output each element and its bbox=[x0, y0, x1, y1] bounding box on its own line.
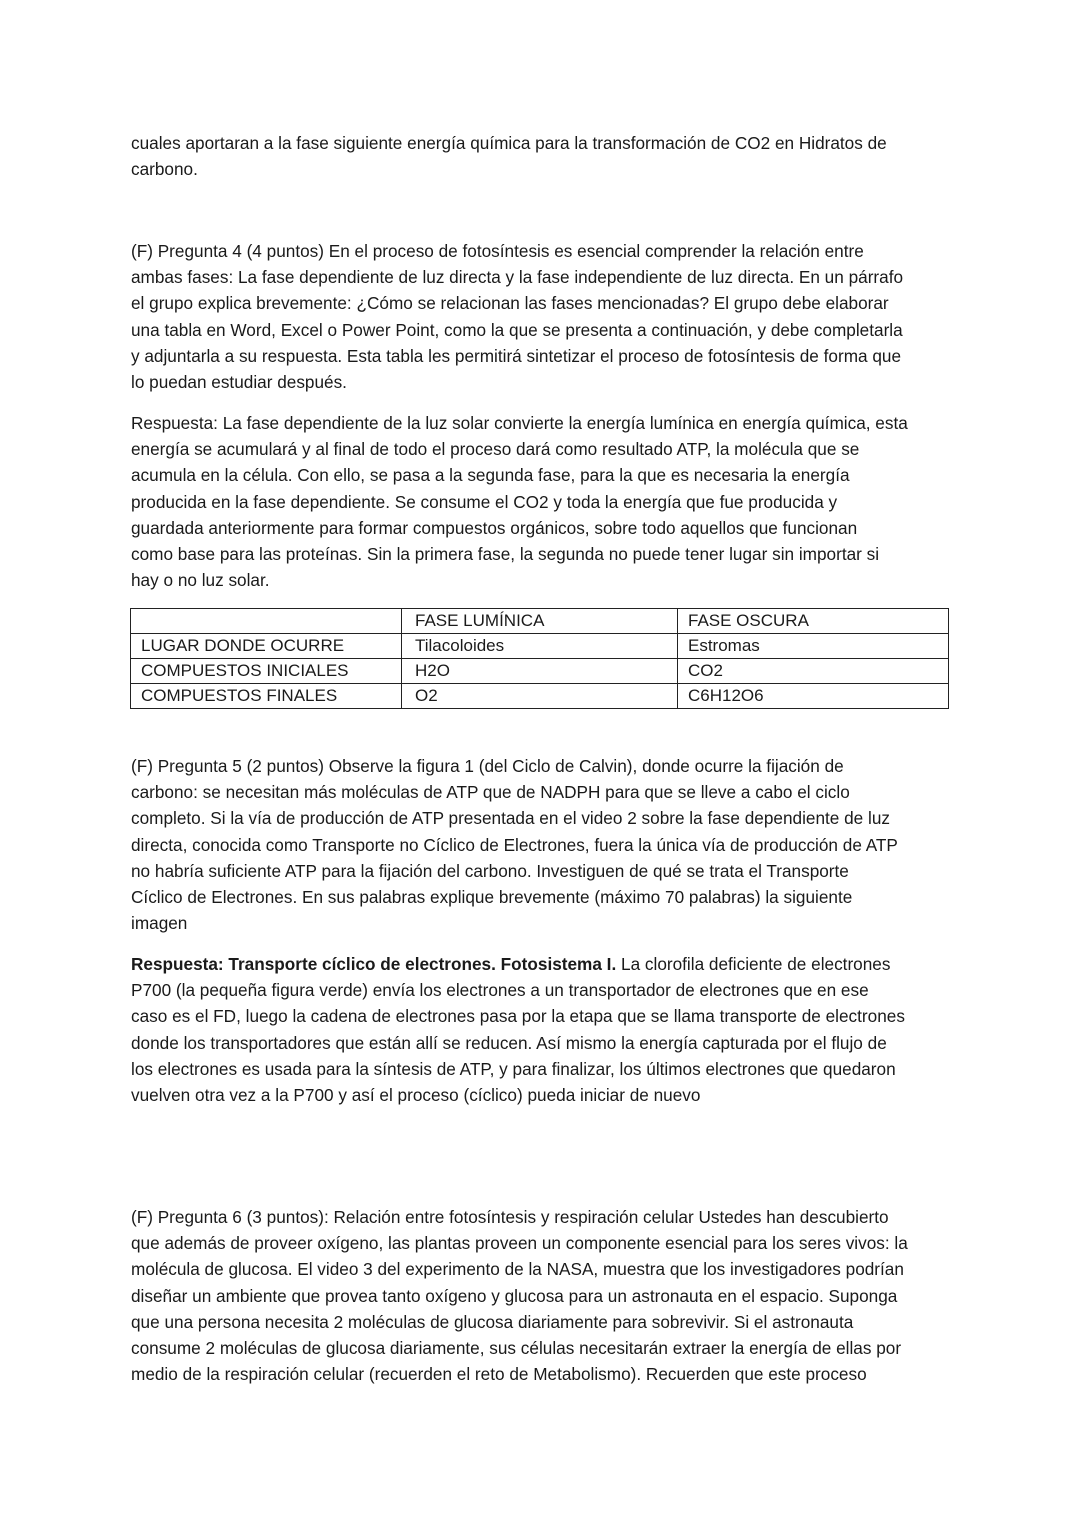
table-cell: H2O bbox=[402, 659, 678, 684]
table-cell: O2 bbox=[402, 684, 678, 709]
question-6-paragraph: (F) Pregunta 6 (3 puntos): Relación entre fotosíntesis y respiración celular Ustedes han descubierto que además de proveer oxígeno, las plantas proveen un componente esencial para los seres vivos: la molécula de glucosa. El video 3 del experimento de la NASA, muestra que los investigadores podrían diseñar un ambiente que provea tanto oxígeno y glucosa para un astronauta en el espacio. Suponga que una persona necesita 2 moléculas de glucosa diariamente para sobrevivir. Si el astronauta consume 2 moléculas de glucosa diariamente, sus células necesitarán extraer la energía de ellas por medio de la respiración celular (recuerden el reto de Metabolismo). Recuerden que este proceso bbox=[131, 1207, 908, 1385]
question-5-paragraph: (F) Pregunta 5 (2 puntos) Observe la figura 1 (del Ciclo de Calvin), donde ocurre la fijación de carbono: se necesitan más moléculas de ATP que de NADPH para que se lleve a cabo el ciclo completo. Si la vía de producción de ATP presentada en el video 2 sobre la fase dependiente de luz directa, conocida como Transporte no Cíclico de Electrones, fuera la única vía de producción de ATP no habría suficiente ATP para la fijación del carbono. Investiguen de qué se trata el Transporte Cíclico de Electrones. En sus palabras explique brevemente (máximo 70 palabras) la siguiente imagen bbox=[131, 756, 898, 934]
photosynthesis-phases-table bbox=[130, 608, 949, 709]
intro-continuation-paragraph: cuales aportaran a la fase siguiente energía química para la transformación de CO2 en Hidratos de carbono. bbox=[131, 133, 887, 180]
table-header-cell: FASE OSCURA bbox=[678, 609, 949, 634]
table-row bbox=[131, 634, 949, 659]
table-row-label: COMPUESTOS FINALES bbox=[131, 684, 402, 709]
answer-body: La clorofila deficiente de electrones P700 (la pequeña figura verde) envía los electrones a un transportador de electrones que en ese caso es el FD, luego la cadena de electrones pasa por la etapa que se llama transporte de electrones donde los transportadores que están allí se reducen. Así mismo la energía capturada por el flujo de los electrones es usada para la síntesis de ATP, y para finalizar, los últimos electrones que quedaron vuelven otra vez a la P700 y así el proceso (cíclico) pueda iniciar de nuevo bbox=[131, 954, 905, 1106]
answer-heading: Respuesta: Transporte cíclico de electrones. Fotosistema I. bbox=[131, 954, 617, 974]
table-row-label: LUGAR DONDE OCURRE bbox=[131, 634, 402, 659]
table-row-label: COMPUESTOS INICIALES bbox=[131, 659, 402, 684]
table-cell: Tilacoloides bbox=[402, 634, 678, 659]
table-header-row bbox=[131, 609, 949, 634]
table-header-cell bbox=[131, 609, 402, 634]
table-header-cell: FASE LUMÍNICA bbox=[402, 609, 678, 634]
table-cell: CO2 bbox=[678, 659, 949, 684]
table-cell: Estromas bbox=[678, 634, 949, 659]
table-cell: C6H12O6 bbox=[678, 684, 949, 709]
table-row bbox=[131, 659, 949, 684]
question-4-answer-paragraph: Respuesta: La fase dependiente de la luz solar convierte la energía lumínica en energía química, esta energía se acumulará y al final de todo el proceso dará como resultado ATP, la molécula que se acumula en la célula. Con ello, se pasa a la segunda fase, para la que es necesaria la energía producida en la fase dependiente. Se consume el CO2 y toda la energía que fue producida y guardada anteriormente para formar compuestos orgánicos, sobre todo aquellos que funcionan como base para las proteínas. Sin la primera fase, la segunda no puede tener lugar sin importar si hay o no luz solar. bbox=[131, 413, 908, 591]
question-4-paragraph: (F) Pregunta 4 (4 puntos) En el proceso de fotosíntesis es esencial comprender la relación entre ambas fases: La fase dependiente de luz directa y la fase independiente de luz directa. En un párrafo el grupo explica brevemente: ¿Cómo se relacionan las fases mencionadas? El grupo debe elaborar una tabla en Word, Excel o Power Point, como la que se presenta a continuación, y debe completarla y adjuntarla a su respuesta. Esta tabla les permitirá sintetizar el proceso de fotosíntesis de forma que lo puedan estudiar después. bbox=[131, 241, 904, 393]
table-row bbox=[131, 684, 949, 709]
question-5-answer-paragraph bbox=[131, 951, 953, 1108]
